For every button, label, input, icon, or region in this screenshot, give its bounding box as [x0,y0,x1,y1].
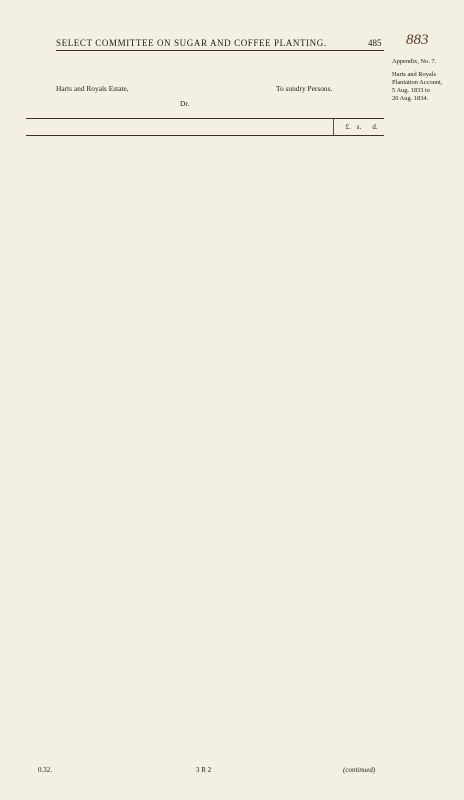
running-head: SELECT COMMITTEE ON SUGAR AND COFFEE PLANTING. [56,38,327,48]
appendix-line: Appendix, No. 7. [392,58,437,65]
footer-signature-mark: 3 R 2 [196,766,212,774]
shillings-header: s. [356,123,362,131]
pence-header: d. [372,123,378,131]
handwritten-number: 883 [406,32,429,48]
appendix-note [392,58,464,103]
head-rule [56,50,384,51]
ledger-header [26,118,384,136]
appendix-line: Harts and Royals [392,71,437,78]
continued-note: (continued) [343,766,376,774]
sundry-persons: To sundry Persons. [276,84,333,93]
page-number: 485 [368,38,382,48]
pounds-header: £. [345,123,351,131]
appendix-line: 20 Aug. 1834. [392,95,429,102]
ledger-table [26,118,384,136]
estate-name: Harts and Royals Estate, [56,84,129,93]
debit-label: Dr. [180,99,190,108]
footer-signature: 0.32. [38,766,52,774]
appendix-line: Plantation Account, [392,79,443,86]
amount-headers [333,119,384,135]
appendix-line: 5 Aug. 1833 to [392,87,430,94]
